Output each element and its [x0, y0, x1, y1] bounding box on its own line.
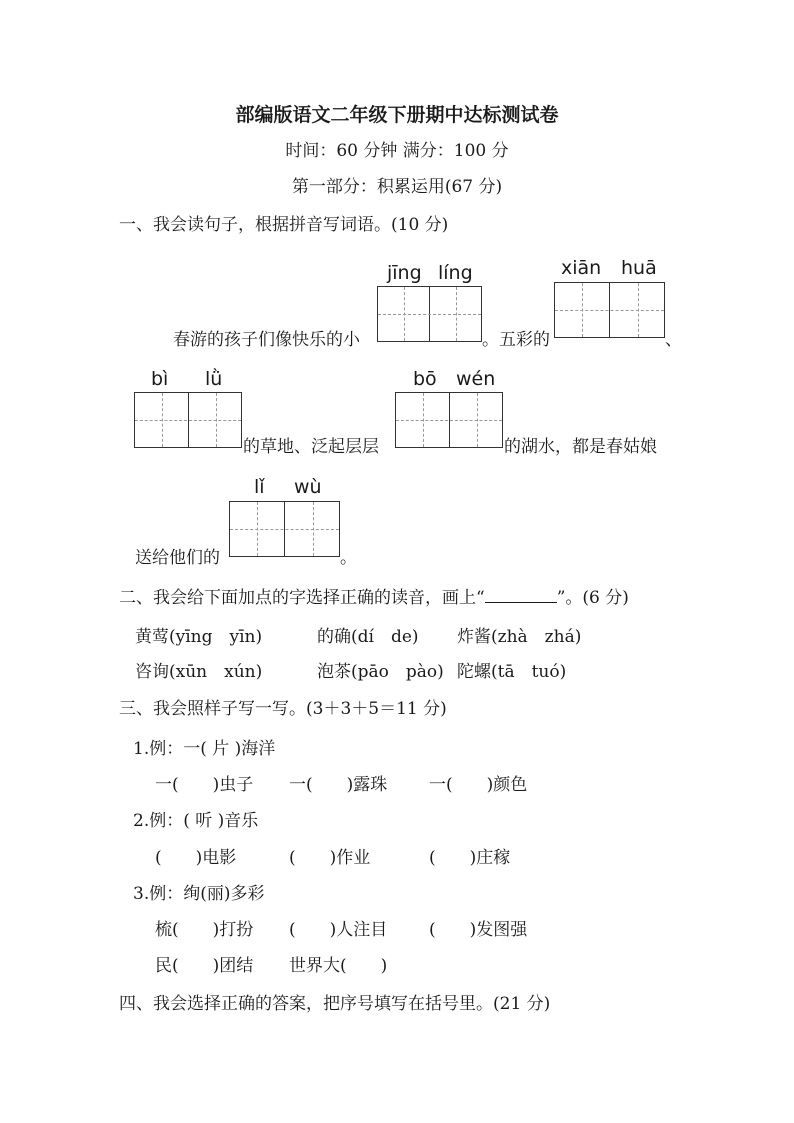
exam-time-info: 时间：60 分钟 满分：100 分: [285, 141, 509, 161]
question-1-heading: 一、我会读句子，根据拼音写词语。(10 分): [119, 215, 449, 235]
q3-blank-zhuangjia[interactable]: ( )庄稼: [429, 848, 511, 868]
q3-blank-minzu[interactable]: 民( )团结: [155, 956, 254, 976]
q1-sentence-part1: 春游的孩子们像快乐的小: [173, 330, 360, 350]
pinyin-xian: xiān: [561, 257, 602, 279]
q3-example-2: 2.例：( 听 )音乐: [133, 811, 259, 831]
q3-blank-yinren[interactable]: ( )人注目: [289, 920, 388, 940]
q2-item-paocha[interactable]: 泡茶(pāo pào): [317, 662, 444, 682]
q1-sentence-part7: 。: [340, 548, 357, 568]
answer-box-bilv[interactable]: [134, 392, 242, 448]
q1-sentence-part6: 送给他们的: [135, 548, 220, 568]
q3-blank-yanse[interactable]: 一( )颜色: [429, 775, 528, 795]
answer-box-liwu[interactable]: [229, 501, 340, 557]
q3-blank-luzhu[interactable]: 一( )露珠: [289, 775, 388, 795]
pinyin-bi: bì: [151, 368, 169, 390]
q3-example-1: 1.例：一( 片 )海洋: [133, 739, 276, 759]
q2-item-zixun[interactable]: 咨询(xūn xún): [135, 662, 263, 682]
q3-blank-dianying[interactable]: ( )电影: [155, 848, 237, 868]
question-2-heading: [119, 588, 629, 608]
part-one-heading: 第一部分：积累运用(67 分): [291, 177, 503, 197]
question-3-heading: 三、我会照样子写一写。(3＋3＋5＝11 分): [119, 699, 447, 719]
q1-sentence-part3: 、: [665, 330, 682, 350]
answer-box-xianhua[interactable]: [554, 282, 665, 338]
answer-box-jingling[interactable]: [377, 286, 482, 342]
q2-item-dique[interactable]: 的确(dí de): [317, 627, 419, 647]
q1-sentence-part5: 的湖水，都是春姑娘: [504, 437, 657, 457]
question-4-heading: 四、我会选择正确的答案，把序号填写在括号里。(21 分): [119, 994, 551, 1014]
pinyin-wu: wù: [294, 476, 322, 498]
q2-item-huangying[interactable]: 黄莺(yīng yīn): [135, 627, 263, 647]
q3-example-3: 3.例：绚(丽)多彩: [133, 884, 265, 904]
q1-sentence-part2: 。五彩的: [482, 330, 550, 350]
q2-item-tuoluo[interactable]: 陀螺(tā tuó): [457, 662, 567, 682]
pinyin-bo: bō: [413, 368, 437, 390]
q2-heading-pre: 二、我会给下面加点的字选择正确的读音，画上“: [119, 588, 485, 608]
q3-blank-shuli[interactable]: 梳( )打扮: [155, 920, 254, 940]
q1-sentence-part4: 的草地、泛起层层: [243, 437, 379, 457]
q3-blank-fafen[interactable]: ( )发图强: [429, 920, 528, 940]
page-title: 部编版语文二年级下册期中达标测试卷: [235, 104, 559, 126]
pinyin-jing: jīng: [387, 262, 422, 284]
q3-blank-shijie[interactable]: 世界大( ): [289, 956, 388, 976]
q2-heading-post: ”。(6 分): [556, 588, 629, 608]
pinyin-ling: líng: [438, 262, 473, 284]
q3-blank-zuoye[interactable]: ( )作业: [289, 848, 371, 868]
pinyin-wen: wén: [456, 368, 496, 390]
pinyin-li: lǐ: [254, 476, 265, 498]
answer-box-bowen[interactable]: [395, 392, 503, 448]
q2-item-zhajiang[interactable]: 炸酱(zhà zhá): [457, 627, 582, 647]
pinyin-lv: lǜ: [205, 368, 223, 390]
underline-sample: [485, 588, 557, 603]
q3-blank-chongzi[interactable]: 一( )虫子: [155, 775, 254, 795]
pinyin-hua: huā: [621, 257, 657, 279]
